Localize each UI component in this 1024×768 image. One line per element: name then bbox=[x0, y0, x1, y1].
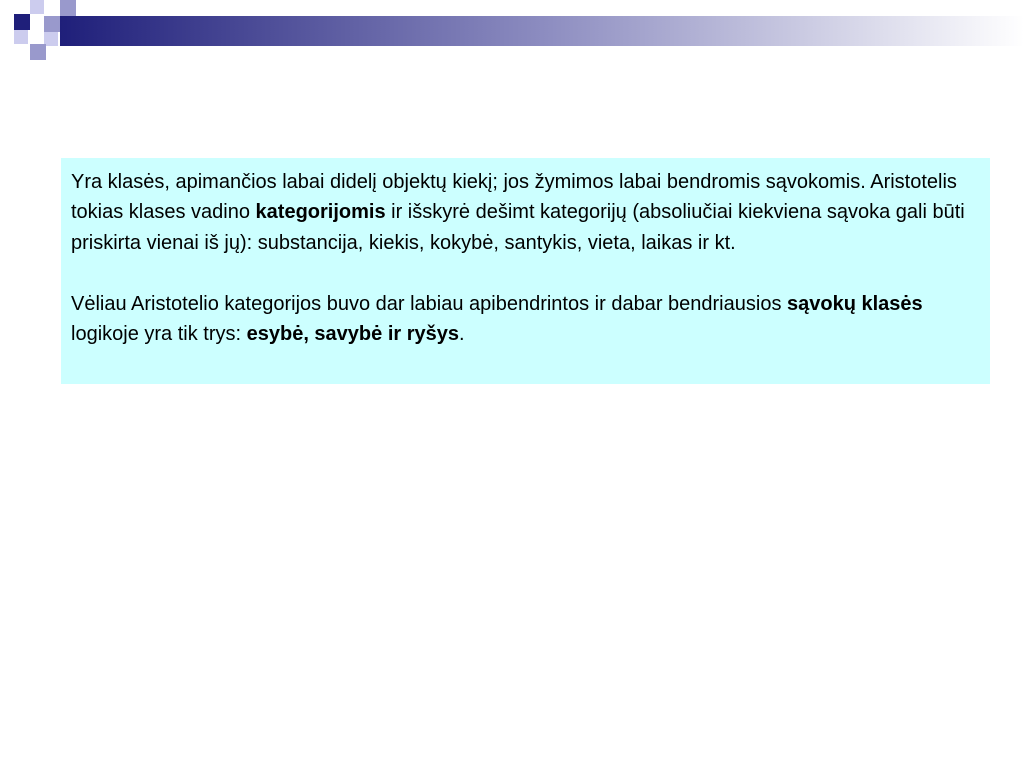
bold-term: esybė, savybė ir ryšys bbox=[246, 323, 459, 346]
decor-square bbox=[30, 0, 44, 14]
decor-square bbox=[14, 14, 30, 30]
bold-term: kategorijomis bbox=[255, 201, 386, 224]
paragraph-classes bbox=[71, 289, 980, 350]
paragraph-text: Yra klasės, apimančios labai didelį objektų kiekį; jos žymimos labai bendromis sąvokomis. Aristotelis tokias klases vadino bbox=[71, 171, 957, 224]
decor-square bbox=[30, 44, 46, 60]
content-textbox bbox=[61, 158, 990, 384]
paragraph-text: logikoje yra tik trys: bbox=[71, 323, 247, 346]
paragraph-categories bbox=[71, 167, 980, 258]
bold-term: sąvokų klasės bbox=[787, 292, 923, 315]
paragraph-text: ir išskyrė dešimt kategorijų (absoliučiai kiekviena sąvoka gali būti priskirta vienai iš jų): substancija, kiekis, kokybė, santykis, vieta, laikas ir kt. bbox=[71, 201, 965, 254]
paragraph-text: . bbox=[459, 323, 465, 346]
header-decoration bbox=[0, 0, 1024, 64]
squares-decoration-icon bbox=[0, 0, 1024, 64]
decor-square bbox=[44, 32, 58, 46]
header-gradient-bar bbox=[60, 16, 1024, 46]
decor-square bbox=[60, 0, 76, 16]
paragraph-text: Vėliau Aristotelio kategorijos buvo dar labiau apibendrintos ir dabar bendriausios bbox=[71, 292, 787, 315]
decor-square bbox=[14, 30, 28, 44]
decor-square bbox=[44, 16, 60, 32]
